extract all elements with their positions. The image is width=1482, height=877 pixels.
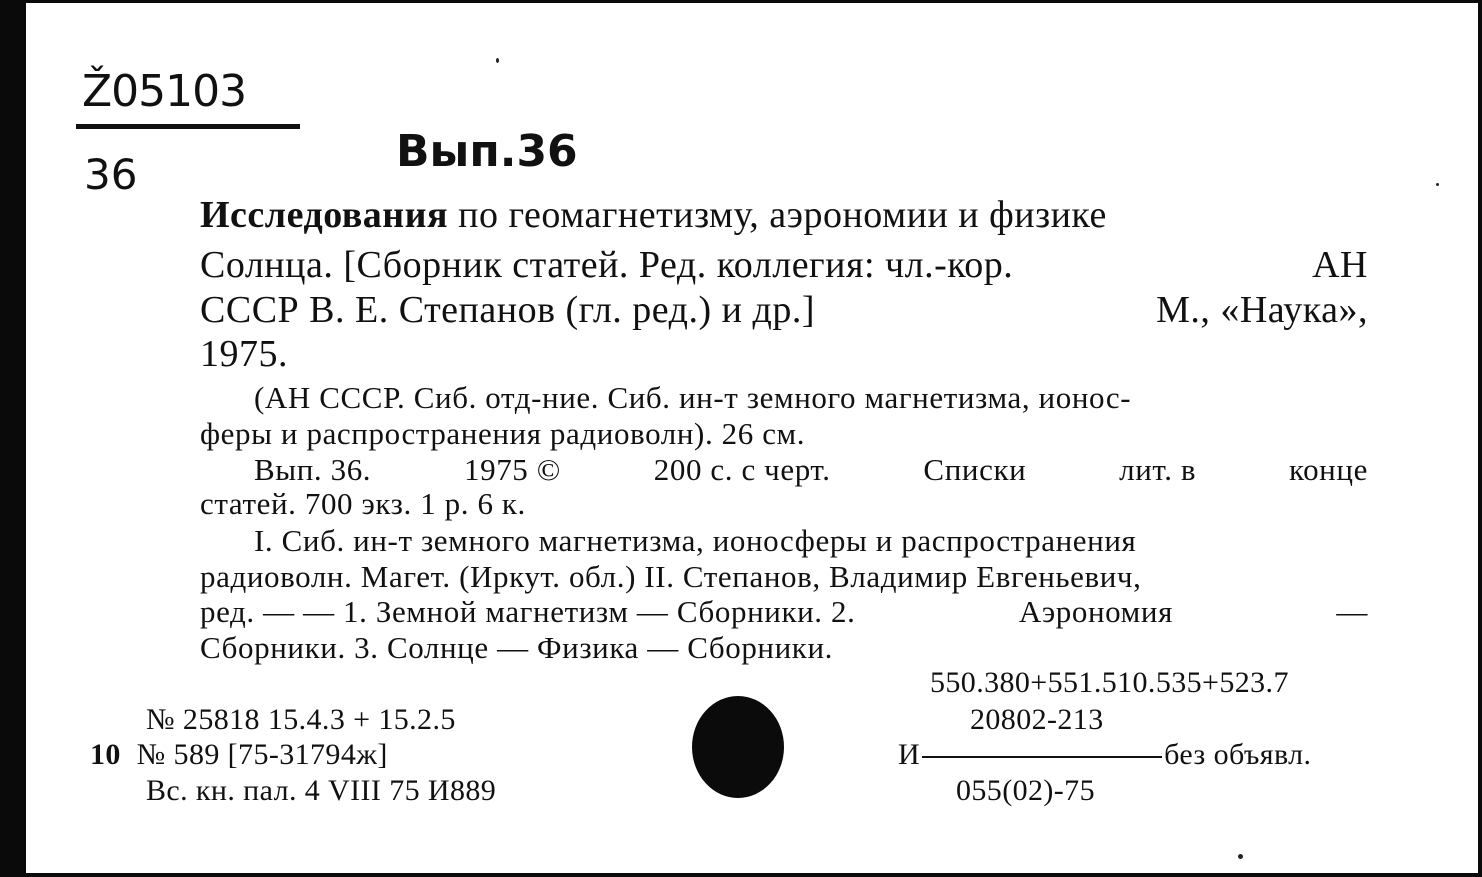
series-text-2: феры и распространения радиоволн). 26 см.	[200, 416, 806, 451]
no-announcement: без объявл.	[1164, 738, 1312, 771]
title-line-3	[200, 288, 1368, 332]
title-main-word: Исследования	[200, 194, 449, 236]
title-line-1-rest: по геомагнетизму, аэрономии и физике	[448, 194, 1107, 236]
title-line-2-left: Солнца. [Сборник статей. Ред. коллегия: чл.-кор.	[200, 244, 1014, 286]
subjects-part-3: —	[1336, 594, 1368, 629]
subjects-line-4	[200, 630, 1368, 666]
ink-speck	[496, 58, 499, 63]
title-line-1	[200, 193, 1368, 237]
subjects-line-2	[200, 559, 1368, 595]
classification-code: 20802-213	[970, 703, 1104, 736]
series-line-1	[254, 380, 1368, 416]
volume-part-2: 1975 ©	[464, 452, 561, 487]
call-number-underline	[76, 124, 300, 129]
subjects-part-2: Аэрономия	[1018, 594, 1173, 629]
call-number: Ž05103	[82, 66, 247, 117]
title-year: 1975.	[200, 333, 288, 375]
udc-index: 550.380+551.510.535+523.7	[930, 666, 1289, 699]
card-top-border	[0, 0, 1482, 3]
call-number-sub: 36	[84, 150, 138, 199]
title-line-2	[200, 243, 1368, 287]
volume-part-3: 200 с. с черт.	[653, 452, 831, 487]
volume-part-1: Вып. 36.	[254, 452, 372, 487]
subjects-line-1	[254, 523, 1368, 559]
classification-code-2: 055(02)-75	[956, 774, 1095, 807]
card-bottom-border	[0, 873, 1482, 877]
publisher-letter: И	[898, 738, 921, 771]
registry-line-2	[90, 738, 388, 772]
volume-line-1	[254, 452, 1368, 488]
subjects-line-3	[200, 594, 1368, 630]
card-right-border	[1478, 0, 1482, 877]
title-line-4	[200, 332, 1368, 376]
registry-number: № 589 [75-31794ж]	[136, 738, 388, 771]
registry-line-1: № 25818 15.4.3 + 15.2.5	[146, 703, 456, 736]
series-text-1: (АН СССР. Сиб. отд-ние. Сиб. ин-т земного магнетизма, ионос-	[254, 380, 1132, 415]
card-left-border	[0, 0, 26, 877]
subjects-part-1: ред. — — 1. Земной магнетизм — Сборники. 2.	[200, 594, 856, 629]
subjects-text-1: I. Сиб. ин-т земного магнетизма, ионосферы и распространения	[254, 523, 1137, 558]
title-line-2-right: АН	[1312, 244, 1368, 286]
publisher-dash	[922, 756, 1162, 758]
ink-speck	[1436, 183, 1439, 186]
subjects-text-2: радиоволн. Магет. (Иркут. обл.) II. Степанов, Владимир Евгеньевич,	[200, 559, 1142, 594]
volume-part-4: Списки	[923, 452, 1027, 487]
title-line-3-left: СССР В. Е. Степанов (гл. ред.) и др.]	[200, 289, 815, 331]
volume-part-5: лит. в	[1119, 452, 1197, 487]
registry-prefix: 10	[90, 738, 121, 771]
volume-line-2	[200, 486, 1368, 522]
volume-stamp: Вып.36	[396, 126, 578, 177]
title-line-3-right: М., «Наука»,	[1156, 289, 1368, 331]
volume-text-2: статей. 700 экз. 1 р. 6 к.	[200, 486, 526, 521]
punch-hole	[692, 696, 784, 798]
ink-speck	[1238, 854, 1243, 859]
volume-part-6: конце	[1289, 452, 1368, 487]
publisher-line	[898, 738, 1311, 772]
series-line-2	[200, 416, 1368, 452]
subjects-text-4: Сборники. 3. Солнце — Физика — Сборники.	[200, 630, 834, 665]
registry-line-3: Вс. кн. пал. 4 VIII 75 И889	[146, 774, 497, 807]
